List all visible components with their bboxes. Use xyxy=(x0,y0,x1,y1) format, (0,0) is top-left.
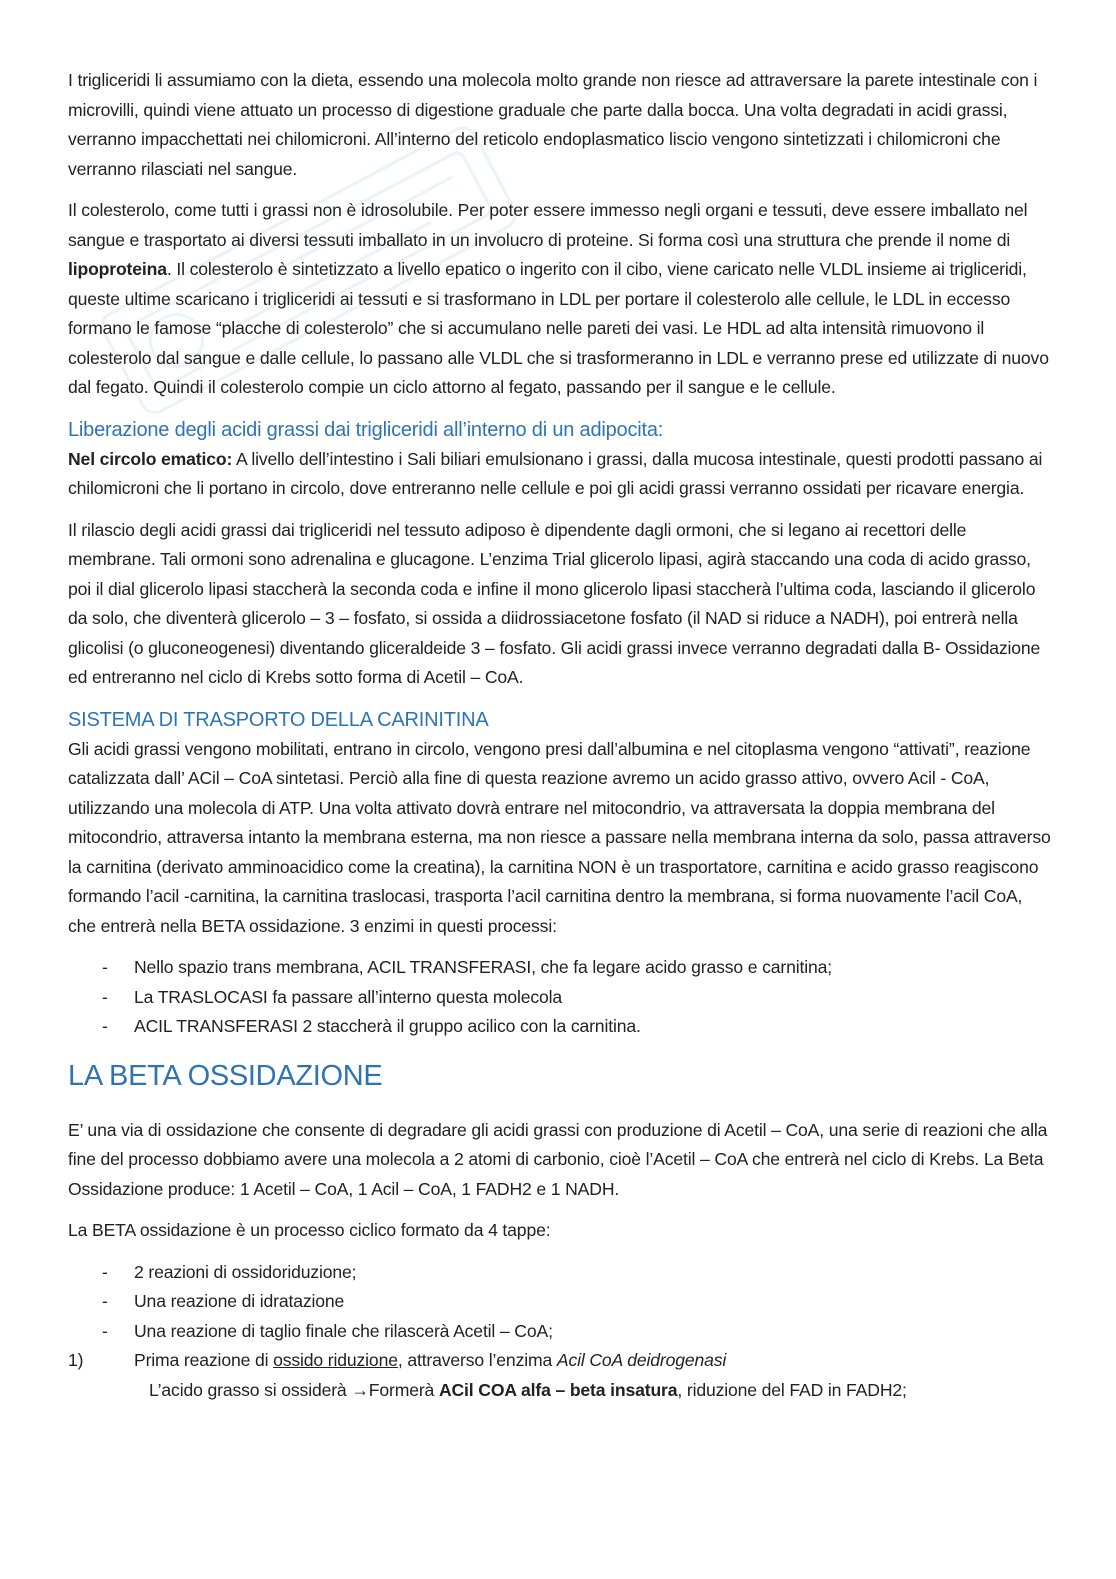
paragraph-tappe: La BETA ossidazione è un processo ciclico formato da 4 tappe: xyxy=(68,1220,551,1240)
numbered-list xyxy=(68,1346,1052,1376)
list-item: - Una reazione di idratazione xyxy=(102,1291,345,1311)
steps-list xyxy=(68,1258,1052,1347)
step1-detail: L’acido grasso si ossiderà →Formerà ACil COA alfa – beta insatura, riduzione del FAD in FADH2; xyxy=(149,1379,907,1400)
heading-carnitina: SISTEMA DI TRASPORTO DELLA CARINITINA xyxy=(68,708,489,731)
document-page xyxy=(68,66,1052,1405)
numbered-item: 1) Prima reazione di ossido riduzione, attraverso l’enzima Acil CoA deidrogenasi xyxy=(68,1350,727,1370)
paragraph-definizione: E’ una via di ossidazione che consente di degradare gli acidi grassi con produzione di Acetil – CoA, una serie di reazioni che alla fine del processo dobbiamo avere una molecola a 2 atomi di carbonio, cioè l’Acetil – CoA che entrerà nel ciclo di Krebs. La Beta Ossidazione produce: 1 Acetil – CoA, 1 Acil – CoA, 1 FADH2 e 1 NADH. xyxy=(68,1119,1048,1199)
heading-beta-ossidazione: LA BETA OSSIDAZIONE xyxy=(68,1059,383,1092)
list-item: - Una reazione di taglio finale che rilascerà Acetil – CoA; xyxy=(102,1320,553,1341)
arrow-right-icon: → xyxy=(351,1379,369,1400)
paragraph-trigliceridi: I trigliceridi li assumiamo con la dieta, essendo una molecola molto grande non riesce ad attraversare la parete intestinale con i microvilli, quindi viene attuato un processo di digestione graduale che parte dalla bocca. Una volta degradati in acidi grassi, verranno impacchettati nei chilomicroni. All’interno del reticolo endoplasmatico liscio vengono sintetizzati i chilomicroni che verranno rilasciati nel sangue. xyxy=(68,70,1038,179)
paragraph-colesterolo: Il colesterolo, come tutti i grassi non è idrosolubile. Per poter essere immesso negli organi e tessuti, deve essere imballato nel sangue e trasportato ai diversi tessuti imballato in un involucro di proteine. Si forma così una struttura che prende il nome di lipoproteina. Il colesterolo è sintetizzato a livello epatico o ingerito con il cibo, viene caricato nelle VLDL insieme ai trigliceridi, queste ultime scaricano i trigliceridi ai tessuti e si trasformano in LDL per portare il colesterolo alle cellule, le LDL in eccesso formano le famose “placche di colesterolo” che si accumulano nelle pareti dei vasi. Le HDL ad alta intensità rimuovono il colesterolo dal sangue e dalle cellule, lo passano alle VLDL che si trasformeranno in LDL e verranno prese ed utilizzate di nuovo dal fegato. Quindi il colesterolo compie un ciclo attorno al fegato, passando per il sangue e le cellule. xyxy=(68,200,1049,397)
enzyme-list xyxy=(68,953,1052,1042)
term-lipoproteina: lipoproteina xyxy=(68,259,167,279)
paragraph-rilascio: Il rilascio degli acidi grassi dai trigliceridi nel tessuto adiposo è dipendente dagli ormoni, che si legano ai recettori delle membrane. Tali ormoni sono adrenalina e glucagone. L’enzima Trial glicerolo lipasi, agirà staccando una coda di acido grasso, poi il dial glicerolo lipasi staccherà la seconda coda e infine il mono glicerolo lipasi staccherà l’ultima coda, lasciando il glicerolo da solo, che diventerà glicerolo – 3 – fosfato, si ossida a diidrossiacetone fosfato (il NAD si riduce a NADH), poi entrerà nella glicolisi (o gluconeogenesi) diventando gliceraldeide 3 – fosfato. Gli acidi grassi invece verranno degradati dalla B- Ossidazione ed entreranno nel ciclo di Krebs sotto forma di Acetil – CoA. xyxy=(68,519,1041,687)
list-item: - ACIL TRANSFERASI 2 staccherà il gruppo acilico con la carnitina. xyxy=(102,1016,641,1036)
list-item: - Nello spazio trans membrana, ACIL TRANSFERASI, che fa legare acido grasso e carnitina; xyxy=(102,957,833,977)
heading-liberazione: Liberazione degli acidi grassi dai trigliceridi all’interno di un adipocita: xyxy=(68,418,664,441)
paragraph-trasporto: Gli acidi grassi vengono mobilitati, entrano in circolo, vengono presi dall’albumina e nel citoplasma vengono “attivati”, reazione catalizzata dall’ ACil – CoA sintetasi. Perciò alla fine di questa reazione avremo un acido grasso attivo, ovvero Acil - CoA, utilizzando una molecola di ATP. Una volta attivato dovrà entrare nel mitocondrio, va attraversata la doppia membrana del mitocondrio, attraversa intanto la membrana esterna, ma non riesce a passare nella membrana interna da solo, passa attraverso la carnitina (derivato amminoacidico come la creatina), la carnitina NON è un trasportatore, carnitina e acido grasso reagiscono formando l’acil -carnitina, la carnitina traslocasi, trasporta l’acil carnitina dentro la membrana, si forma nuovamente l’acil CoA, che entrerà nella BETA ossidazione. 3 enzimi in questi processi: xyxy=(68,738,1051,936)
list-item: - La TRASLOCASI fa passare all’interno questa molecola xyxy=(102,986,563,1007)
paragraph-circolo-ematico: Nel circolo ematico: A livello dell’intestino i Sali biliari emulsionano i grassi, dalla mucosa intestinale, questi prodotti passano ai chilomicroni che li portano in circolo, dove entreranno nelle cellule e poi gli acidi grassi verranno ossidati per ricavare energia. xyxy=(68,448,1043,498)
list-item: - 2 reazioni di ossidoriduzione; xyxy=(102,1261,357,1282)
